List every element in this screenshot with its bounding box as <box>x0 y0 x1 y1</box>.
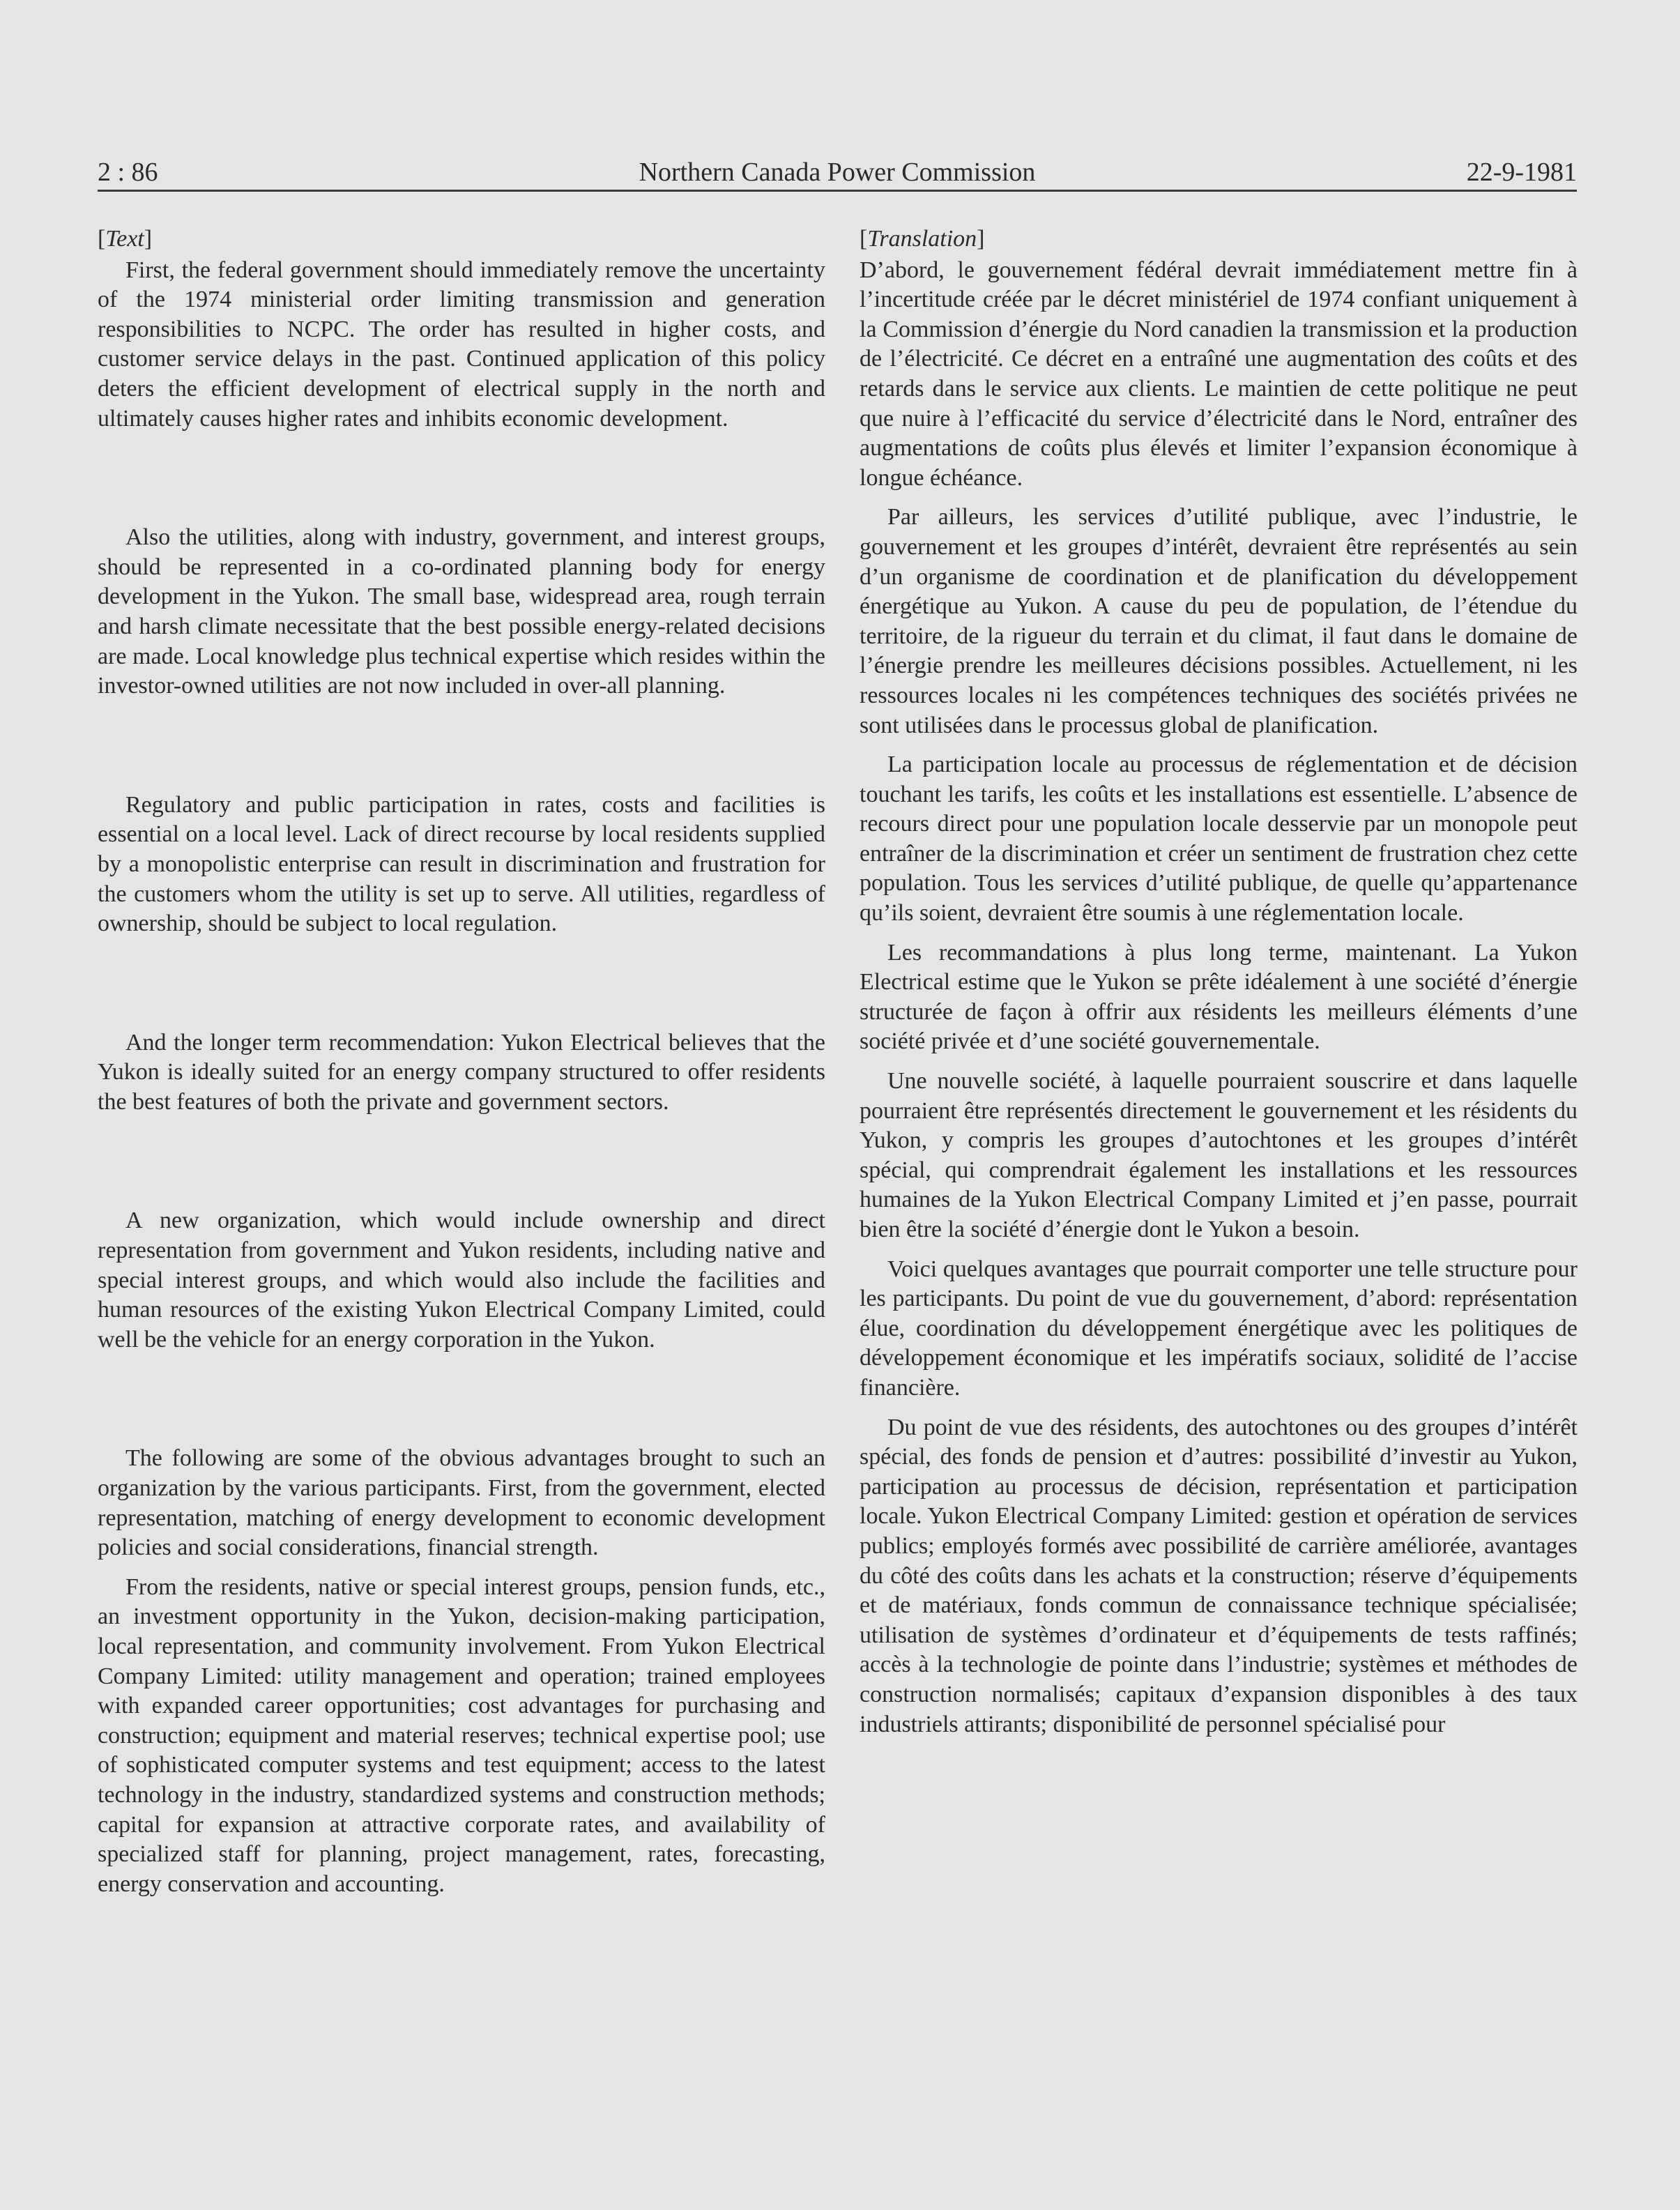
french-paragraph-4: Les recommandations à plus long terme, maintenant. La Yukon Electrical estime que le Yukon se prête idéalement à une société d’énergie structurée de façon à offrir aux résidents les meilleurs éléments d’une société privée et d’une société gouvernementale. <box>860 939 1578 1055</box>
english-paragraph-5: A new organization, which would include ownership and direct representation from government and Yukon residents, including native and special interest groups, and which would also include the facilities and human resources of the existing Yukon Electrical Company Limited, could well be the vehicle for an energy corporation in the Yukon. <box>98 1207 825 1352</box>
english-paragraph-2: Also the utilities, along with industry, government, and interest groups, should be represented in a co-ordinated planning body for energy development in the Yukon. The small base, widespread area, rough terrain and harsh climate necessitate that the best possible energy-related decisions are made. Local knowledge plus technical expertise which resides within the investor-owned utilities are not now included in over-all planning. <box>98 524 825 699</box>
french-paragraph-5: Une nouvelle société, à laquelle pourraient souscrire et dans laquelle pourraient être représentés directement le gouvernement et les résidents du Yukon, y compris les groupes d’autochtones et les groupes d’intérêt spécial, qui comprendrait également les installations et les ressources humaines de la Yukon Electrical Company Limited et j’en passe, pourrait bien être la société d’énergie dont le Yukon a besoin. <box>860 1068 1578 1242</box>
english-column-label: [Text] <box>98 226 153 252</box>
publication-title: Northern Canada Power Commission <box>639 158 1036 187</box>
english-paragraph-7: From the residents, native or special interest groups, pension funds, etc., an investment opportunity in the Yukon, decision-making participation, local representation, and community involvement. From Yukon Electrical Company Limited: utility management and operation; trained employees with expanded career opportunities; cost advantages for purchasing and construction; equipment and material reserves; technical expertise pool; use of sophisticated computer systems and test equipment; access to the latest technology in the industry, standardized systems and construction methods; capital for expansion at attractive corporate rates, and availability of specialized staff for planning, project management, rates, forecasting, energy conservation and accounting. <box>98 1573 825 1897</box>
page-number: 2 : 86 <box>98 158 158 187</box>
header-rule <box>98 190 1577 192</box>
french-paragraph-3: La participation locale au processus de réglementation et de décision touchant les tarifs, les coûts et les installations est essentielle. L’absence de recours direct pour une population locale desservie par un monopole peut entraîner de la discrimination et créer un sentiment de frustration chez cette population. Tous les services d’utilité publique, de quelle qu’appartenance qu’ils soient, devraient être soumis à une réglementation locale. <box>860 752 1578 927</box>
english-paragraph-6: The following are some of the obvious advantages brought to such an organization by the various participants. First, from the government, elected representation, matching of energy development to economic development policies and social considerations, financial strength. <box>98 1445 825 1561</box>
french-paragraph-1: D’abord, le gouvernement fédéral devrait immédiatement mettre fin à l’incertitude créée par le décret ministériel de 1974 confiant uniquement à la Commission d’énergie du Nord canadien la transmission et la production de l’électricité. Ce décret en a entraîné une augmentation des coûts et des retards dans le service aux clients. Le maintien de cette politique ne peut que nuire à l’efficacité du service d’électricité dans le Nord, entraîner des augmentations de coûts plus élevés et limiter l’expansion économique à longue échéance. <box>860 257 1578 491</box>
french-column <box>860 224 1578 1739</box>
running-header <box>98 155 1577 190</box>
french-paragraph-7: Du point de vue des résidents, des autochtones ou des groupes d’intérêt spécial, des fonds de pension et d’autres: possibilité d’investir au Yukon, participation au processus de décision, représentation et participation locale. Yukon Electrical Company Limited: gestion et opération de services publics; employés formés avec possibilité de carrière améliorée, avantages du côté des coûts dans les achats et la construction; réserve d’équipements et de matériaux, fonds commun de connaissance technique spécialisée; utilisation de systèmes d’ordinateur et d’équipements de tests raffinés; accès à la technologie de pointe dans l’industrie; systèmes et méthodes de construction normalisés; capitaux d’expansion disponibles à des taux industriels attirants; disponibilité de personnel spécialisé pour <box>860 1414 1578 1737</box>
french-column-label: [Translation] <box>860 226 985 252</box>
english-paragraph-3: Regulatory and public participation in rates, costs and facilities is essential on a local level. Lack of direct recourse by local residents supplied by a monopolistic enterprise can result in discrimination and frustration for the customers whom the utility is set up to serve. All utilities, regardless of ownership, should be subject to local regulation. <box>98 791 825 937</box>
english-column <box>98 224 825 1899</box>
english-paragraph-4: And the longer term recommendation: Yukon Electrical believes that the Yukon is ideally suited for an energy company structured to offer residents the best features of both the private and government sectors. <box>98 1029 825 1115</box>
header-date: 22-9-1981 <box>1466 158 1577 187</box>
english-paragraph-1: First, the federal government should immediately remove the uncertainty of the 1974 ministerial order limiting transmission and generation responsibilities to NCPC. The order has resulted in higher costs, and customer service delays in the past. Continued application of this policy deters the efficient development of electrical supply in the north and ultimately causes higher rates and inhibits economic development. <box>98 257 825 432</box>
french-paragraph-6: Voici quelques avantages que pourrait comporter une telle structure pour les participants. Du point de vue du gouvernement, d’abord: représentation élue, coordination du développement énergétique avec les politiques de développement économique et les impératifs sociaux, solidité de l’accise financière. <box>860 1256 1578 1401</box>
french-paragraph-2: Par ailleurs, les services d’utilité publique, avec l’industrie, le gouvernement et les groupes d’intérêt, devraient être représentés au sein d’un organisme de coordination et de planification du développement énergétique au Yukon. A cause du peu de population, de l’étendue du territoire, de la rigueur du terrain et du climat, il faut dans le domaine de l’énergie prendre les meilleures décisions possibles. Actuellement, ni les ressources locales ni les compétences techniques des sociétés privées ne sont utilisées dans le processus global de planification. <box>860 504 1578 738</box>
